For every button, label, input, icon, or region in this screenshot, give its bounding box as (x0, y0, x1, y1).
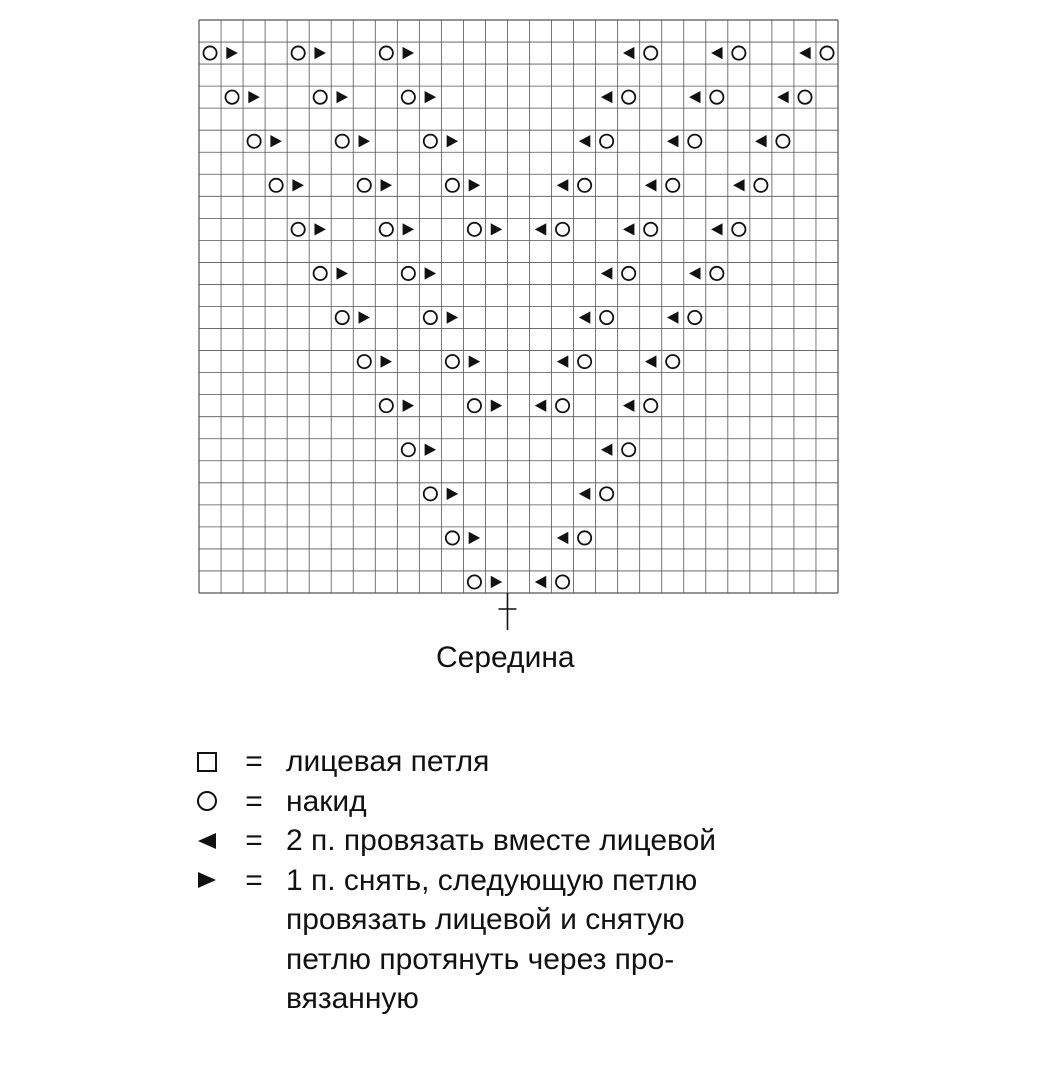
right-triangle-icon (359, 311, 370, 323)
chart-symbols (203, 46, 833, 588)
left-triangle-icon (799, 47, 810, 59)
right-triangle-icon (403, 400, 414, 412)
yarn-over-icon (446, 531, 459, 544)
legend-row (192, 979, 716, 1019)
yarn-over-icon (666, 179, 679, 192)
legend-row (192, 782, 716, 822)
center-marker (498, 593, 516, 630)
legend-text: накид (286, 784, 367, 818)
left-triangle-icon (535, 223, 546, 235)
right-triangle-icon (425, 444, 436, 456)
legend (192, 742, 716, 1019)
left-triangle-icon (711, 223, 722, 235)
left-triangle-icon (755, 135, 766, 147)
legend-symbol (192, 940, 222, 980)
right-triangle-icon (447, 135, 458, 147)
legend-symbol (192, 861, 222, 901)
legend-equals: = (245, 784, 263, 818)
right-triangle-icon (292, 179, 303, 191)
yarn-over-icon (468, 223, 481, 236)
yarn-over-icon (556, 223, 569, 236)
yarn-over-icon (688, 311, 701, 324)
yarn-over-icon (556, 575, 569, 588)
legend-equals: = (245, 863, 263, 897)
right-triangle-icon (403, 47, 414, 59)
yarn-over-icon (556, 399, 569, 412)
right-triangle-icon (425, 91, 436, 103)
legend-text: провязать лицевой и снятую (286, 903, 685, 936)
yarn-over-icon (446, 179, 459, 192)
left-triangle-icon (667, 135, 678, 147)
yarn-over-icon (644, 399, 657, 412)
knit-square-icon (195, 750, 219, 774)
yarn-over-icon (380, 399, 393, 412)
left-triangle-icon (579, 135, 590, 147)
left-triangle-icon (557, 532, 568, 544)
yarn-over-icon (622, 91, 635, 104)
yarn-over-icon (424, 311, 437, 324)
legend-text: 2 п. провязать вместе лицевой (286, 824, 717, 857)
yarn-over-icon (292, 46, 305, 59)
left-triangle-icon (601, 267, 612, 279)
left-triangle-icon (777, 91, 788, 103)
right-triangle-icon (491, 400, 502, 412)
legend-text: 1 п. снять, следующую петлю (286, 863, 698, 897)
yarn-over-icon (732, 46, 745, 59)
right-triangle-icon (270, 135, 281, 147)
legend-row (192, 900, 716, 940)
left-triangle-icon (601, 91, 612, 103)
left-triangle-icon (711, 47, 722, 59)
right-triangle-icon (314, 47, 325, 59)
yarn-over-icon (424, 135, 437, 148)
left-triangle-icon (667, 311, 678, 323)
yarn-over-icon (710, 267, 723, 280)
yarn-over-icon (578, 531, 591, 544)
right-triangle-icon (403, 223, 414, 235)
legend-row (192, 940, 716, 980)
yarn-over-icon (820, 46, 833, 59)
legend-text: петлю протянуть через про- (286, 942, 675, 976)
yarn-over-icon (225, 91, 238, 104)
right-triangle-icon (226, 47, 237, 59)
yarn-over-icon (380, 223, 393, 236)
right-triangle-icon (425, 267, 436, 279)
legend-row (192, 742, 716, 782)
legend-text: вязанную (286, 982, 419, 1015)
left-triangle-icon (535, 400, 546, 412)
left-triangle-icon (623, 400, 634, 412)
left-triangle-icon (535, 576, 546, 588)
legend-equals: = (245, 745, 263, 778)
yarn-over-icon (600, 135, 613, 148)
yarn-over-icon (578, 355, 591, 368)
right-triangle-icon (469, 355, 480, 367)
yarn-over-icon (578, 179, 591, 192)
right-triangle-icon (491, 576, 502, 588)
yarn-over-icon (424, 487, 437, 500)
left-triangle-icon (645, 355, 656, 367)
right-triangle-icon (491, 223, 502, 235)
yarn-over-icon (710, 91, 723, 104)
yarn-over-icon (622, 443, 635, 456)
left-triangle-icon (733, 179, 744, 191)
yarn-over-icon (336, 311, 349, 324)
legend-symbol (192, 742, 222, 782)
yarn-over-icon (380, 46, 393, 59)
yarn-over-icon (600, 487, 613, 500)
center-label: Середина (436, 641, 575, 674)
yarn-over-icon (292, 223, 305, 236)
legend-equals: = (245, 824, 263, 857)
left-triangle-icon (195, 829, 219, 853)
yarn-over-icon (247, 135, 260, 148)
left-triangle-icon (623, 47, 634, 59)
yarn-over-icon (314, 267, 327, 280)
yarn-over-icon (732, 223, 745, 236)
yarn-over-icon (644, 223, 657, 236)
yarn-over-icon (688, 135, 701, 148)
yarn-over-icon (644, 46, 657, 59)
yarn-over-icon (358, 179, 371, 192)
right-triangle-icon (336, 91, 347, 103)
right-triangle-icon (469, 532, 480, 544)
left-triangle-icon (689, 91, 700, 103)
yarn-over-icon (195, 789, 219, 813)
left-triangle-icon (689, 267, 700, 279)
right-triangle-icon (336, 267, 347, 279)
yarn-over-icon (270, 179, 283, 192)
right-triangle-icon (447, 488, 458, 500)
right-triangle-icon (195, 868, 219, 892)
legend-row (192, 861, 716, 901)
legend-row (192, 821, 716, 861)
right-triangle-icon (447, 311, 458, 323)
right-triangle-icon (314, 223, 325, 235)
yarn-over-icon (358, 355, 371, 368)
yarn-over-icon (203, 46, 216, 59)
right-triangle-icon (381, 179, 392, 191)
legend-text: лицевая петля (286, 745, 490, 778)
yarn-over-icon (600, 311, 613, 324)
left-triangle-icon (601, 444, 612, 456)
legend-symbol (192, 979, 222, 1019)
left-triangle-icon (579, 311, 590, 323)
yarn-over-icon (336, 135, 349, 148)
left-triangle-icon (557, 355, 568, 367)
yarn-over-icon (798, 91, 811, 104)
yarn-over-icon (314, 91, 327, 104)
yarn-over-icon (402, 443, 415, 456)
right-triangle-icon (248, 91, 259, 103)
legend-symbol (192, 821, 222, 861)
legend-symbol (192, 782, 222, 822)
yarn-over-icon (468, 575, 481, 588)
right-triangle-icon (381, 355, 392, 367)
yarn-over-icon (446, 355, 459, 368)
legend-symbol (192, 900, 222, 940)
left-triangle-icon (579, 488, 590, 500)
yarn-over-icon (754, 179, 767, 192)
right-triangle-icon (359, 135, 370, 147)
left-triangle-icon (623, 223, 634, 235)
yarn-over-icon (402, 91, 415, 104)
yarn-over-icon (622, 267, 635, 280)
left-triangle-icon (557, 179, 568, 191)
yarn-over-icon (666, 355, 679, 368)
yarn-over-icon (776, 135, 789, 148)
chart-grid (199, 20, 838, 593)
right-triangle-icon (469, 179, 480, 191)
yarn-over-icon (402, 267, 415, 280)
yarn-over-icon (468, 399, 481, 412)
left-triangle-icon (645, 179, 656, 191)
